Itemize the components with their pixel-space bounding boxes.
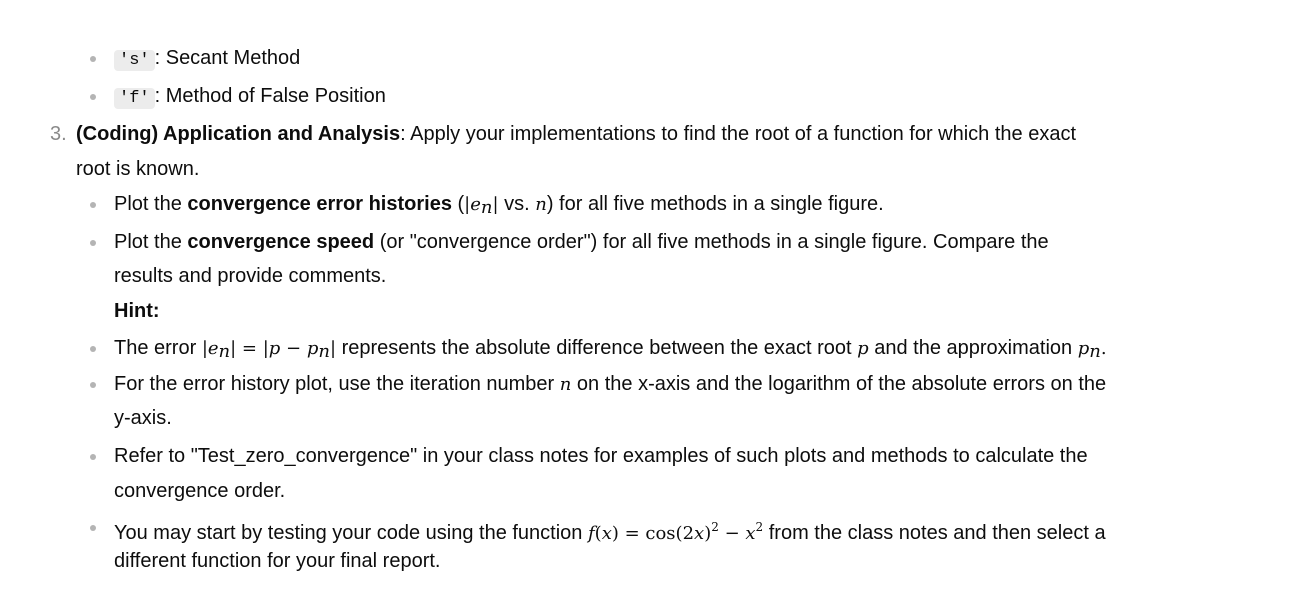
bullet-test-function	[114, 515, 1106, 546]
item3-title: (Coding) Application and Analysis	[76, 123, 401, 145]
bullet-marker	[90, 382, 96, 388]
bullet-marker	[90, 240, 96, 246]
bullet-marker	[90, 56, 96, 62]
text: Refer to "Test_zero_convergence" in your class notes for examples of such plots and methods to calculate the	[114, 445, 1088, 467]
bold-text: convergence error histories	[187, 193, 452, 215]
bullet-error-histories	[114, 192, 884, 220]
math-error-def: $|e_n| = |p - p_n|$	[201, 338, 337, 362]
text: from the class notes and then select a	[763, 522, 1106, 544]
bullet-class-notes	[114, 444, 1088, 468]
text: ) for all five methods in a single figure.	[546, 193, 884, 215]
bullet-marker	[90, 202, 96, 208]
bullet-marker	[90, 525, 96, 531]
text: The error	[114, 337, 202, 359]
bullet-class-notes-cont	[114, 479, 285, 503]
bullet-marker	[90, 94, 96, 100]
bullet-error-definition	[114, 336, 1107, 364]
list-number: 3.	[50, 123, 67, 145]
math-n: n	[559, 374, 572, 395]
text: y-axis.	[114, 407, 172, 429]
text: convergence order.	[114, 480, 286, 502]
item3-text-cont: root is known.	[76, 158, 200, 180]
math-abs-en: $|e_n|$	[464, 194, 499, 218]
bullet-test-function-cont	[114, 549, 440, 573]
math-pn: $p_n$.	[1077, 338, 1107, 362]
text: results and provide comments.	[114, 265, 387, 287]
item3-text: : Apply your implementations to find the root of a function for which the exact	[400, 123, 1077, 145]
text: on the x-axis and the logarithm of the absolute errors on the	[571, 373, 1107, 395]
bullet-marker	[90, 454, 96, 460]
text: For the error history plot, use the iteration number	[114, 373, 560, 395]
text: different function for your final report.	[114, 550, 441, 572]
text: Plot the	[114, 193, 188, 215]
text: (	[451, 193, 465, 215]
method-code: 'f'	[114, 88, 155, 109]
bullet-convergence-speed-cont	[114, 264, 386, 288]
text: vs.	[498, 193, 536, 215]
hint-label: Hint:	[114, 300, 160, 322]
text: and the approximation	[868, 337, 1078, 359]
math-p: p	[857, 338, 869, 359]
item3-line1	[76, 122, 1076, 146]
math-function: $f(x) = \cos(2x)^2 - x^2$	[587, 520, 764, 544]
text: Plot the	[114, 231, 188, 253]
list-item-false-position	[114, 84, 386, 111]
bullet-convergence-speed	[114, 230, 1049, 254]
text: (or "convergence order") for all five methods in a single figure. Compare the	[374, 231, 1049, 253]
bullet-marker	[90, 346, 96, 352]
math-n: n	[535, 194, 547, 215]
bullet-error-plot-cont	[114, 406, 172, 430]
item3-line2	[76, 157, 199, 181]
bold-text: convergence speed	[187, 231, 375, 253]
list-item-secant	[114, 46, 300, 73]
text: You may start by testing your code using the function	[114, 522, 588, 544]
method-code: 's'	[114, 50, 155, 71]
text: represents the absolute difference between the exact root	[336, 337, 858, 359]
method-label: : Method of False Position	[154, 85, 386, 107]
hint-heading	[114, 299, 160, 323]
method-label: : Secant Method	[154, 47, 301, 69]
bullet-error-plot	[114, 372, 1106, 397]
